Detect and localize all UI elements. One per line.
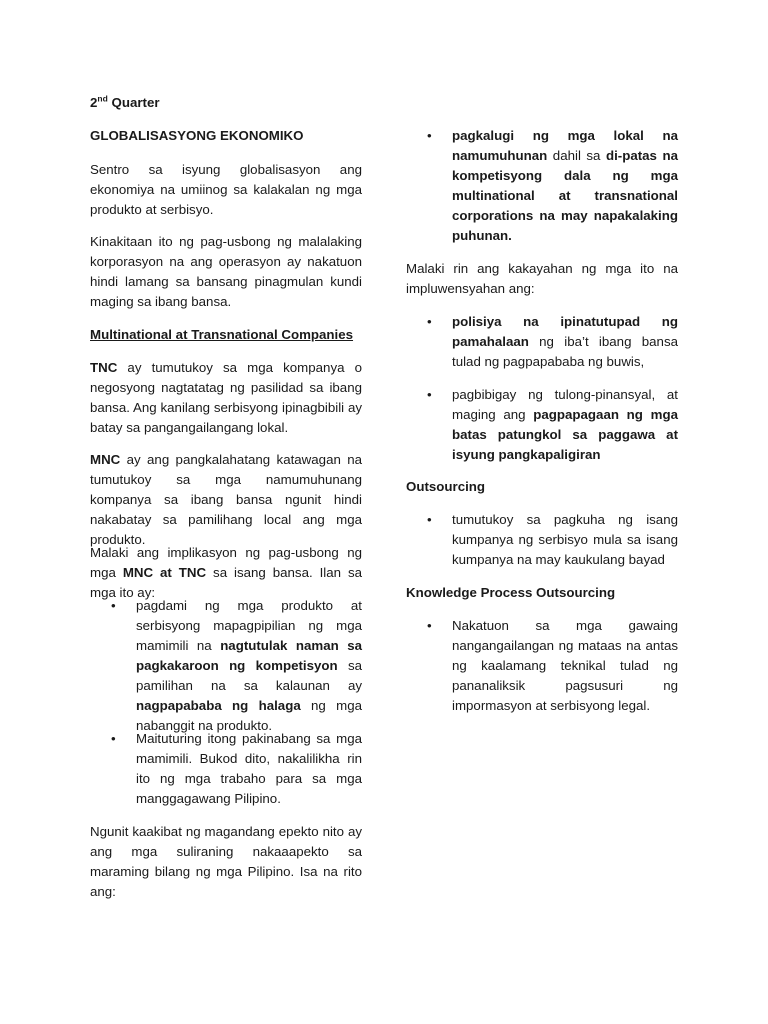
paragraph-tnc: TNC ay tumutukoy sa mga kompanya o negosyong nagtatatag ng pasilidad sa ibang bansa. Ang kanilang serbisyong ipinagbibili ay batay sa pangangailangang lokal. (90, 360, 362, 435)
list-item: • Nakatuon sa mga gawaing nangangailangan ng mataas na antas ng kaalamang teknikal tulad ng pananaliksik pagsusuri ng impormasyon at serbisyong legal. (427, 618, 678, 713)
document-title: GLOBALISASYONG EKONOMIKO (90, 128, 304, 143)
bullet-icon: • (427, 387, 432, 402)
list-item: • pagdami ng mga produkto at serbisyong mapagpipilian ng mga mamimili na nagtutulak naman sa pagkakaroon ng kompetisyon sa pamilihan na sa kalaunan ay nagpapababa ng halaga ng mga nabanggit na produkto. (111, 598, 363, 733)
term-tnc: TNC (90, 360, 118, 375)
paragraph-influence: Malaki rin ang kakayahan ng mga ito na impluwensyahan ang: (406, 261, 678, 296)
list-item: • pagkalugi ng mga lokal na namumuhunan dahil sa di-patas na kompetisyong dala ng mga multinational at transnational corporations na may napakalaking puhunan. (427, 128, 678, 243)
bullet-icon: • (111, 598, 116, 613)
list-item: • tumutukoy sa pagkuha ng isang kumpanya ng serbisyo mula sa isang kumpanya na may kaukulang bayad (427, 512, 678, 567)
section-heading-outsourcing: Outsourcing (406, 479, 486, 494)
quarter-suffix: nd (97, 93, 108, 104)
paragraph-implications: Malaki ang implikasyon ng pag-usbong ng mga MNC at TNC sa isang bansa. Ilan sa mga ito ay: (90, 545, 362, 600)
paragraph-mnc: MNC ay ang pangkalahatang katawagan na tumutukoy sa mga namumuhunang kompanya sa ibang bansa ngunit hindi nakabatay sa pamilihang local ang mga produkto. (90, 452, 362, 547)
list-item: • Maituturing itong pakinabang sa mga mamimili. Bukod dito, nakalilikha rin ito ng mga trabaho para sa mga manggagawang Pilipino. (111, 731, 362, 806)
bullet-icon: • (111, 731, 116, 746)
list-item: • polisiya na ipinatutupad ng pamahalaan ng iba’t ibang bansa tulad ng pagpapababa ng buwis, (427, 314, 678, 369)
quarter-label: 2nd Quarter (90, 93, 160, 110)
bullet-icon: • (427, 314, 432, 329)
paragraph-problems: Ngunit kaakibat ng magandang epekto nito ay ang mga suliraning nakaaapekto sa maraming bilang ng mga Pilipino. Isa na rito ang: (90, 824, 362, 899)
section-heading-kpo: Knowledge Process Outsourcing (406, 585, 616, 600)
list-item: • pagbibigay ng tulong-pinansyal, at maging ang pagpapagaan ng mga batas patungkol sa paggawa at isyung pangkapaligiran (427, 387, 678, 462)
quarter-word: Quarter (111, 95, 160, 110)
bullet-icon: • (427, 618, 432, 633)
bullet-icon: • (427, 128, 432, 143)
paragraph-corporations: Kinakitaan ito ng pag-usbong ng malalaking korporasyon na ang operasyon ay nakatuon hindi lamang sa bansang pinagmulan kundi maging sa ibang bansa. (90, 234, 362, 309)
section-heading-companies: Multinational at Transnational Companies (90, 327, 354, 342)
bullet-icon: • (427, 512, 432, 527)
paragraph-intro: Sentro sa isyung globalisasyon ang ekonomiya na umiinog sa kalakalan ng mga produkto at serbisyo. (90, 162, 362, 217)
term-mnc: MNC (90, 452, 121, 467)
